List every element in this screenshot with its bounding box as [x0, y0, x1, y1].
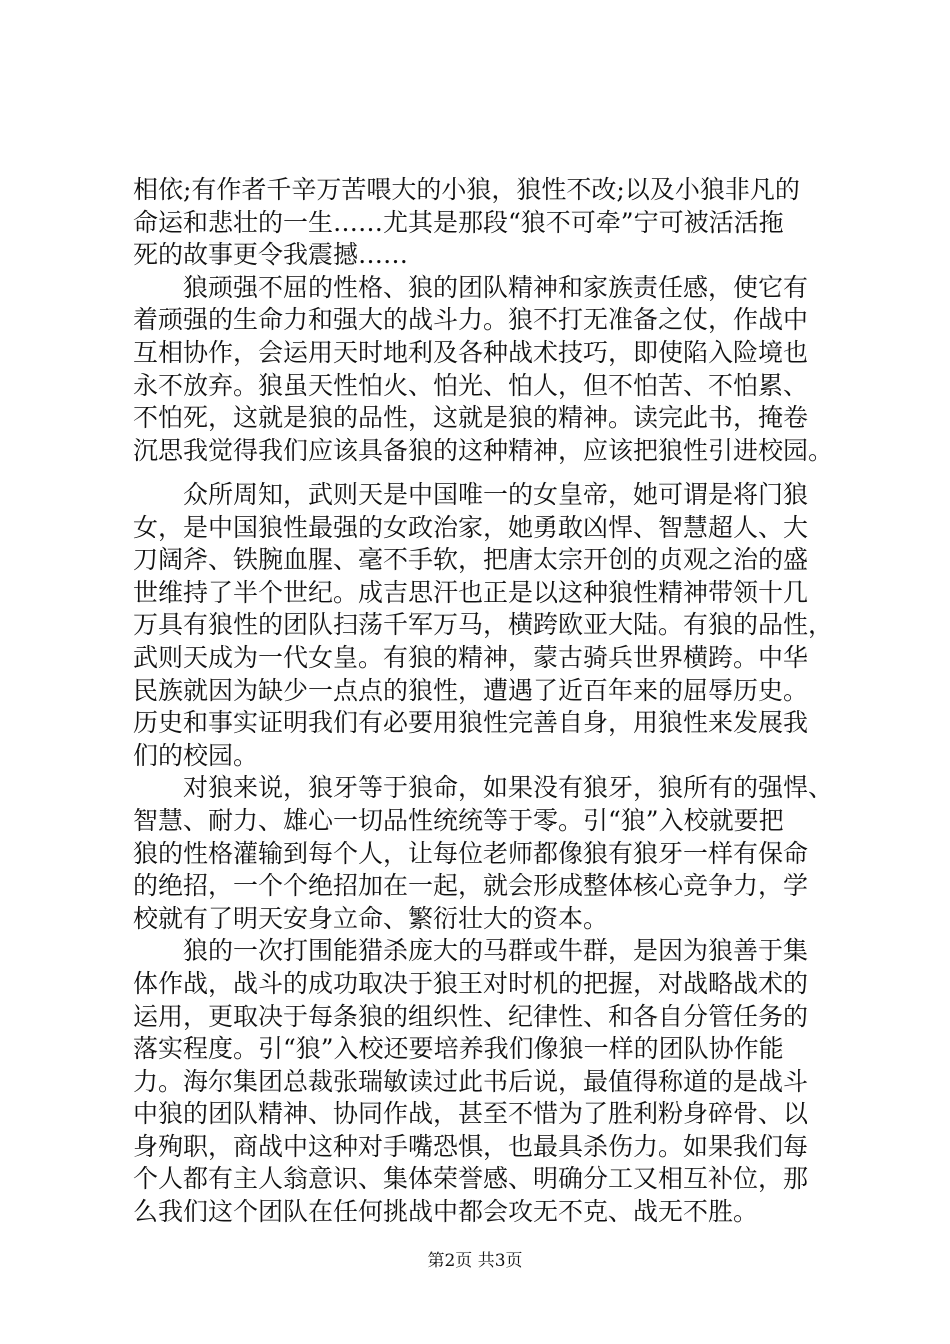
- text-line: 武则天成为一代女皇。有狼的精神，蒙古骑兵世界横跨。中华: [133, 642, 809, 672]
- text-line: 么我们这个团队在任何挑战中都会攻无不克、战无不胜。: [133, 1197, 759, 1227]
- paragraph-start-line: 众所周知，武则天是中国唯一的女皇帝，她可谓是将门狼: [183, 480, 809, 509]
- paragraph-start-line: 狼顽强不屈的性格、狼的团队精神和家族责任感，使它有: [183, 272, 809, 302]
- text-line: 体作战，战斗的成功取决于狼王对时机的把握，对战略战术的: [133, 968, 809, 998]
- text-line: 历史和事实证明我们有必要用狼性完善自身，用狼性来发展我: [133, 708, 809, 738]
- text-block-continuation: [133, 174, 843, 467]
- text-line: 运用，更取决于每条狼的组织性、纪律性、和各自分管任务的: [133, 1001, 809, 1031]
- paragraph-start-line: 狼的一次打围能猎杀庞大的马群或牛群，是因为狼善于集: [183, 936, 809, 966]
- text-line: 不怕死，这就是狼的品性，这就是狼的精神。读完此书，掩卷: [133, 403, 809, 433]
- paragraph-start-line: 对狼来说，狼牙等于狼命，如果没有狼牙，狼所有的强悍、: [183, 773, 834, 803]
- text-line: 互相协作，会运用天时地利及各种战术技巧，即使陷入险境也: [133, 337, 809, 367]
- text-line: 永不放弃。狼虽天性怕火、怕光、怕人，但不怕苦、不怕累、: [133, 370, 809, 400]
- text-line: 世维持了半个世纪。成吉思汗也正是以这种狼性精神带领十几: [133, 577, 809, 607]
- page-number-footer: 第2页 共3页: [427, 1251, 523, 1271]
- text-line: 女，是中国狼性最强的女政治家，她勇敢凶悍、智慧超人、大: [133, 512, 809, 542]
- text-line: 身殉职，商战中这种对手嘴恐惧，也最具杀伤力。如果我们每: [133, 1131, 809, 1161]
- text-line: 死的故事更令我震撼……: [133, 240, 409, 270]
- text-line: 中狼的团队精神、协同作战，甚至不惜为了胜利粉身碎骨、以: [133, 1099, 809, 1129]
- text-line: 相依;有作者千辛万苦喂大的小狼，狼性不改;以及小狼非凡的: [133, 175, 800, 204]
- text-line: 个人都有主人翁意识、集体荣誉感、明确分工又相互补位，那: [133, 1164, 809, 1194]
- text-line: 狼的性格灌输到每个人，让每位老师都像狼有狼牙一样有保命: [133, 838, 809, 868]
- text-line: 万具有狼性的团队扫荡千军万马，横跨欧亚大陆。有狼的品性，: [133, 610, 834, 640]
- text-block-main: [133, 479, 843, 1229]
- text-line: 们的校园。: [133, 740, 259, 770]
- text-line: 力。海尔集团总裁张瑞敏读过此书后说，最值得称道的是战斗: [133, 1066, 809, 1096]
- text-line: 校就有了明天安身立命、繁衍壮大的资本。: [133, 903, 609, 933]
- text-line: 命运和悲壮的一生……尤其是那段“狼不可牵”宁可被活活拖: [133, 207, 784, 237]
- text-line: 落实程度。引“狼”入校还要培养我们像狼一样的团队协作能: [133, 1034, 784, 1064]
- text-line: 刀阔斧、铁腕血腥、毫不手软，把唐太宗开创的贞观之治的盛: [133, 545, 809, 575]
- text-line: 沉思我觉得我们应该具备狼的这种精神，应该把狼性引进校园。: [133, 435, 834, 465]
- text-line: 民族就因为缺少一点点的狼性，遭遇了近百年来的屈辱历史。: [133, 675, 809, 705]
- text-line: 的绝招，一个个绝招加在一起，就会形成整体核心竞争力，学: [133, 871, 809, 901]
- text-line: 着顽强的生命力和强大的战斗力。狼不打无准备之仗，作战中: [133, 305, 809, 335]
- text-line: 智慧、耐力、雄心一切品性统统等于零。引“狼”入校就要把: [133, 805, 784, 835]
